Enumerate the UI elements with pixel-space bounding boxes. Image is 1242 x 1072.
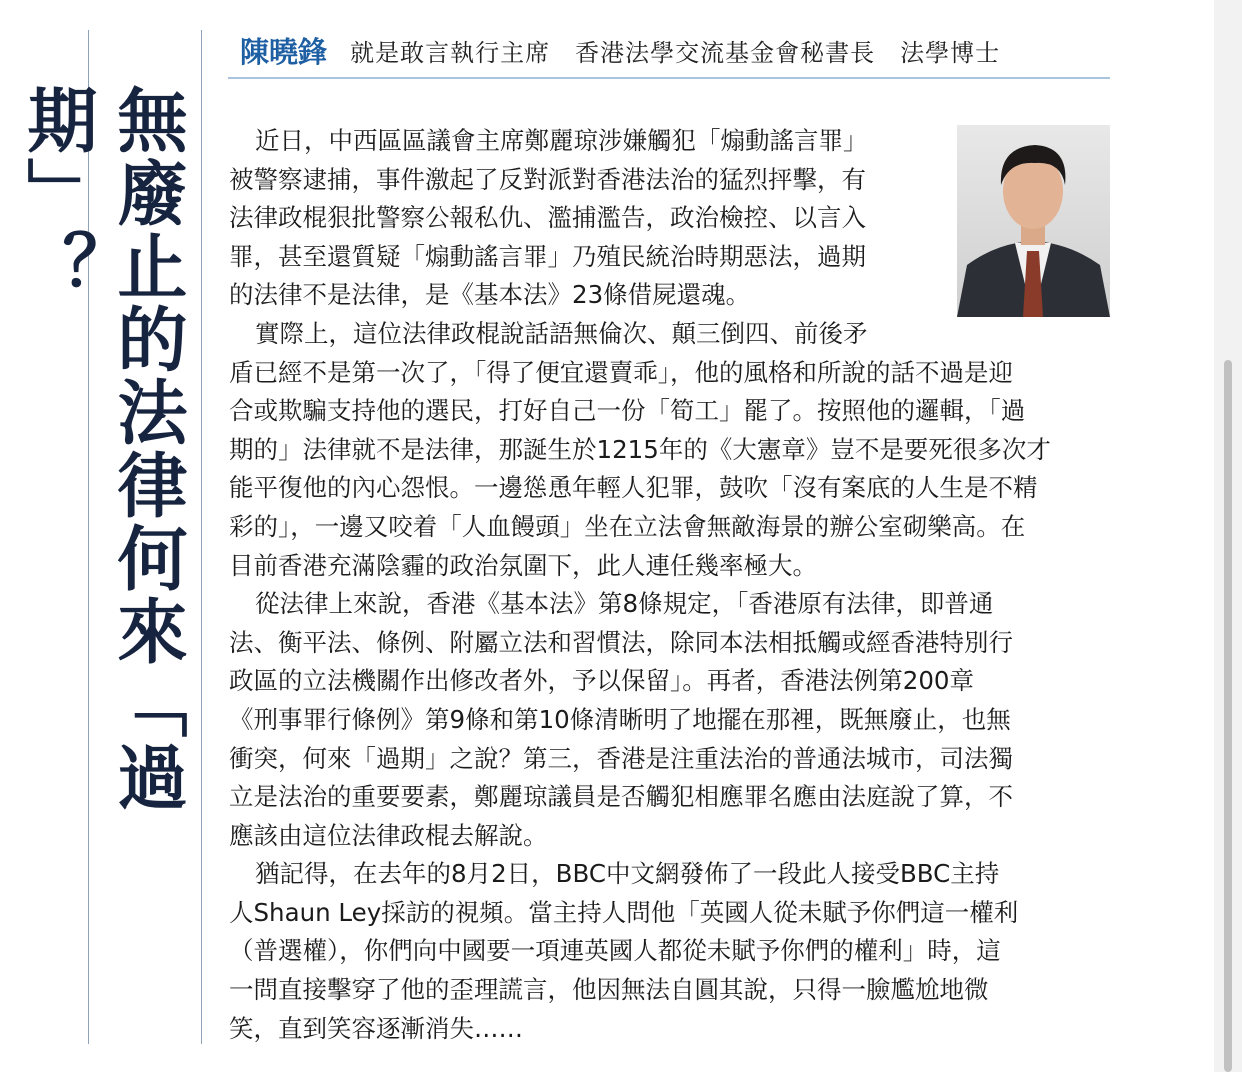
paragraph-2-line: 實際上，這位法律政棍說話語無倫次、顛三倒四、前後矛 xyxy=(255,318,868,348)
paragraph-2-line: 能平復他的內心怨恨。一邊慫恿年輕人犯罪，鼓吹「沒有案底的人生是不精 xyxy=(229,473,1038,503)
paragraph-2-line: 彩的」，一邊又咬着「人血饅頭」坐在立法會無敵海景的辦公室砌樂高。在 xyxy=(229,511,1026,541)
paragraph-3-line: 法、衡平法、條例、附屬立法和習慣法，除同本法相抵觸或經香港特別行 xyxy=(229,627,1013,657)
paragraph-1-line: 罪，甚至還質疑「煽動謠言罪」乃殖民統治時期惡法，過期 xyxy=(229,241,866,271)
paragraph-2-line: 目前香港充滿陰霾的政治氛圍下，此人連任幾率極大。 xyxy=(229,550,817,580)
paragraph-4-line: 笑，直到笑容逐漸消失…… xyxy=(229,1013,523,1043)
paragraph-3-line: 政區的立法機關作出修改者外，予以保留」。再者，香港法例第200章 xyxy=(229,666,975,696)
scrollbar-thumb[interactable] xyxy=(1224,360,1232,1072)
paragraph-2-line: 合或欺騙支持他的選民，打好自己一份「筍工」罷了。按照他的邏輯，「過 xyxy=(229,396,1026,426)
paragraph-4-line: 人Shaun Ley採訪的視頻。當主持人問他「英國人從未賦予你們這一權利 xyxy=(229,897,1019,927)
article-body xyxy=(229,122,1113,1048)
author-titles: 就是敢言執行主席 香港法學交流基金會秘書長 法學博士 xyxy=(350,39,1001,67)
paragraph-3-line: 立是法治的重要要素，鄭麗琼議員是否觸犯相應罪名應由法庭說了算，不 xyxy=(229,782,1013,812)
paragraph-2-line: 期的」法律就不是法律，那誕生於1215年的《大憲章》豈不是要死很多次才 xyxy=(229,434,1051,464)
paragraph-3-line: 應該由這位法律政棍去解說。 xyxy=(229,820,548,850)
scrollbar[interactable] xyxy=(1214,0,1242,1072)
paragraph-1-line: 的法律不是法律，是《基本法》23條借屍還魂。 xyxy=(229,280,751,310)
column-divider-right xyxy=(201,30,202,1044)
byline xyxy=(240,30,1000,71)
header-rule xyxy=(228,77,1110,79)
paragraph-4-line: 一問直接擊穿了他的歪理謊言，他因無法自圓其說，只得一臉尷尬地微 xyxy=(229,975,989,1005)
article-title: 無廢止的法律何來「過期」？ xyxy=(16,84,188,814)
author-name: 陳曉鋒 xyxy=(240,35,328,69)
paragraph-1-line: 近日，中西區區議會主席鄭麗琼涉嫌觸犯「煽動謠言罪」 xyxy=(255,126,868,155)
paragraph-1-line: 法律政棍狠批警察公報私仇、濫捕濫告，政治檢控、以言入 xyxy=(229,203,866,233)
paragraph-3-line: 衝突，何來「過期」之說？第三，香港是注重法治的普通法城市，司法獨 xyxy=(229,743,1013,773)
paragraph-1-line: 被警察逮捕，事件激起了反對派對香港法治的猛烈抨擊，有 xyxy=(229,164,866,194)
paragraph-4-line: 猶記得，在去年的8月2日，BBC中文網發佈了一段此人接受BBC主持 xyxy=(255,859,1000,889)
paragraph-3-line: 《刑事罪行條例》第9條和第10條清晰明了地擺在那裡，既無廢止，也無 xyxy=(229,704,1011,734)
paragraph-2-line: 盾已經不是第一次了，「得了便宜還賣乖」，他的風格和所說的話不過是迎 xyxy=(229,357,1013,387)
paragraph-3-line: 從法律上來說，香港《基本法》第8條規定，「香港原有法律，即普通 xyxy=(255,589,994,619)
paragraph-4-line: （普選權），你們向中國要一項連英國人都從未賦予你們的權利」時，這 xyxy=(229,936,1001,966)
